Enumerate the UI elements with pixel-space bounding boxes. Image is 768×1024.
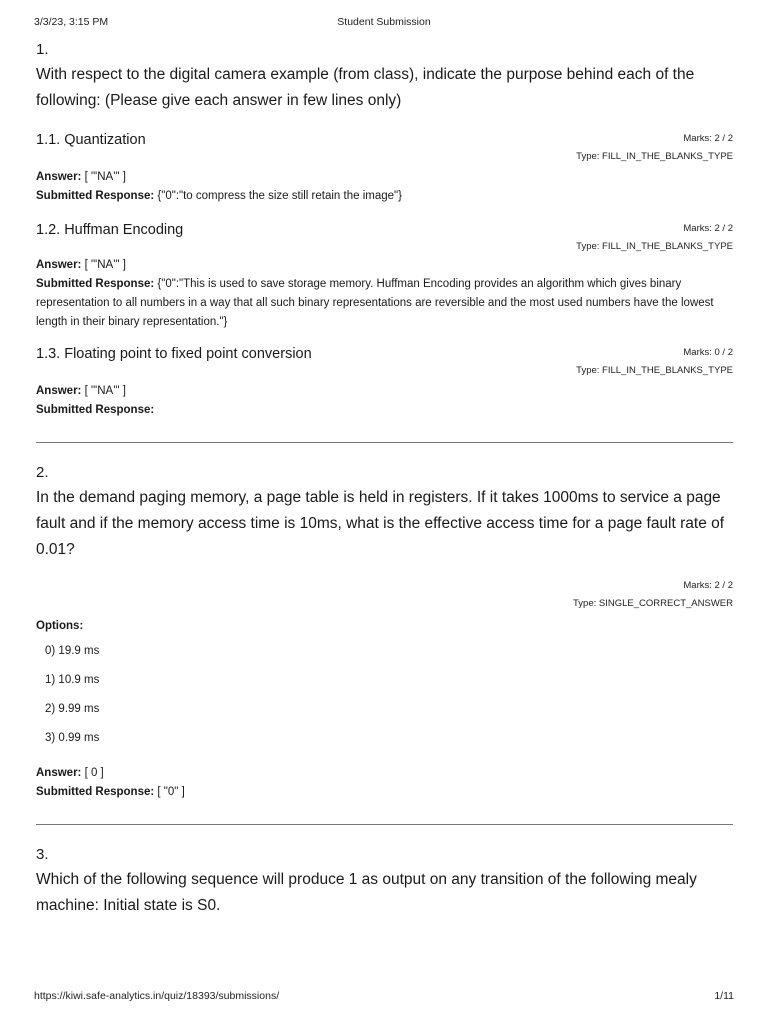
response-row <box>36 401 733 420</box>
answer-label: Answer: <box>36 385 82 397</box>
option-item: 3) 0.99 ms <box>45 732 100 744</box>
answer-row <box>36 168 733 187</box>
question-text: In the demand paging memory, a page table is held in registers. If it takes 1000ms to service a page fault and if the memory access time is 10ms, what is the effective access time for a page fault rate of 0.01? <box>36 489 725 558</box>
question-text: With respect to the digital camera example (from class), indicate the purpose behind each of the following: (Please give each answer in few lines only) <box>36 66 695 109</box>
response-value: {"0":"This is used to save storage memory. Huffman Encoding provides an algorithm which gives binary representation to all numbers in a way that all such binary representations are reversible and the most used numbers have the lowest length in their binary representation."} <box>36 278 714 328</box>
marks: Marks: 2 / 2 <box>683 223 733 234</box>
sub-question-title: 1.3. Floating point to fixed point conversion <box>36 346 312 362</box>
response-value: {"0":"to compress the size still retain the image"} <box>157 190 402 202</box>
sub-question-1-3 <box>36 344 733 420</box>
marks: Marks: 0 / 2 <box>683 347 733 358</box>
answer-row <box>36 256 733 275</box>
question-type: Type: FILL_IN_THE_BLANKS_TYPE <box>576 241 733 252</box>
print-header <box>34 16 734 32</box>
response-value: [ "0" ] <box>157 786 185 798</box>
question-divider <box>36 824 733 825</box>
question-number: 2. <box>36 464 49 481</box>
question-number: 3. <box>36 846 49 863</box>
option-item: 2) 9.99 ms <box>45 703 100 715</box>
marks-info <box>576 130 733 166</box>
sub-question-title: 1.1. Quantization <box>36 132 146 148</box>
question-type: Type: FILL_IN_THE_BLANKS_TYPE <box>576 365 733 376</box>
question-type: Type: SINGLE_CORRECT_ANSWER <box>573 598 733 609</box>
submitted-label: Submitted Response: <box>36 786 155 798</box>
question-divider <box>36 442 733 443</box>
question-2 <box>36 463 733 802</box>
marks-info <box>36 577 733 613</box>
answer-value: [ 0 ] <box>84 767 104 779</box>
option-item: 1) 10.9 ms <box>45 674 100 686</box>
sub-question-title: 1.2. Huffman Encoding <box>36 222 184 238</box>
print-date: 3/3/23, 3:15 PM <box>34 16 109 28</box>
submission-content <box>36 40 733 919</box>
answer-label: Answer: <box>36 171 82 183</box>
marks-info <box>576 344 733 380</box>
page-title: Student Submission <box>337 16 431 28</box>
answer-label: Answer: <box>36 767 82 779</box>
question-number: 1. <box>36 41 49 58</box>
submitted-label: Submitted Response: <box>36 404 155 416</box>
sub-question-1-2 <box>36 220 733 332</box>
marks: Marks: 2 / 2 <box>683 133 733 144</box>
options-label: Options: <box>36 620 84 632</box>
response-row <box>36 783 733 802</box>
options-list <box>36 642 733 748</box>
question-type: Type: FILL_IN_THE_BLANKS_TYPE <box>576 151 733 162</box>
page-number: 1/11 <box>714 990 734 1002</box>
answer-value: [ "'NA'" ] <box>84 385 126 397</box>
question-3 <box>36 845 733 919</box>
page-url: https://kiwi.safe-analytics.in/quiz/18393/submissions/ <box>34 990 280 1002</box>
submitted-label: Submitted Response: <box>36 190 155 202</box>
marks: Marks: 2 / 2 <box>683 580 733 591</box>
question-1 <box>36 40 733 420</box>
question-text: Which of the following sequence will produce 1 as output on any transition of the following mealy machine: Initial state is S0. <box>36 871 697 914</box>
answer-row <box>36 382 733 401</box>
answer-row <box>36 764 733 783</box>
submitted-label: Submitted Response: <box>36 278 155 290</box>
answer-label: Answer: <box>36 259 82 271</box>
print-footer <box>34 990 734 1006</box>
option-item: 0) 19.9 ms <box>45 645 100 657</box>
response-row <box>36 187 733 206</box>
answer-value: [ "'NA'" ] <box>84 171 126 183</box>
response-row <box>36 275 733 332</box>
sub-question-1-1 <box>36 130 733 206</box>
marks-info <box>576 220 733 256</box>
answer-value: [ "'NA'" ] <box>84 259 126 271</box>
